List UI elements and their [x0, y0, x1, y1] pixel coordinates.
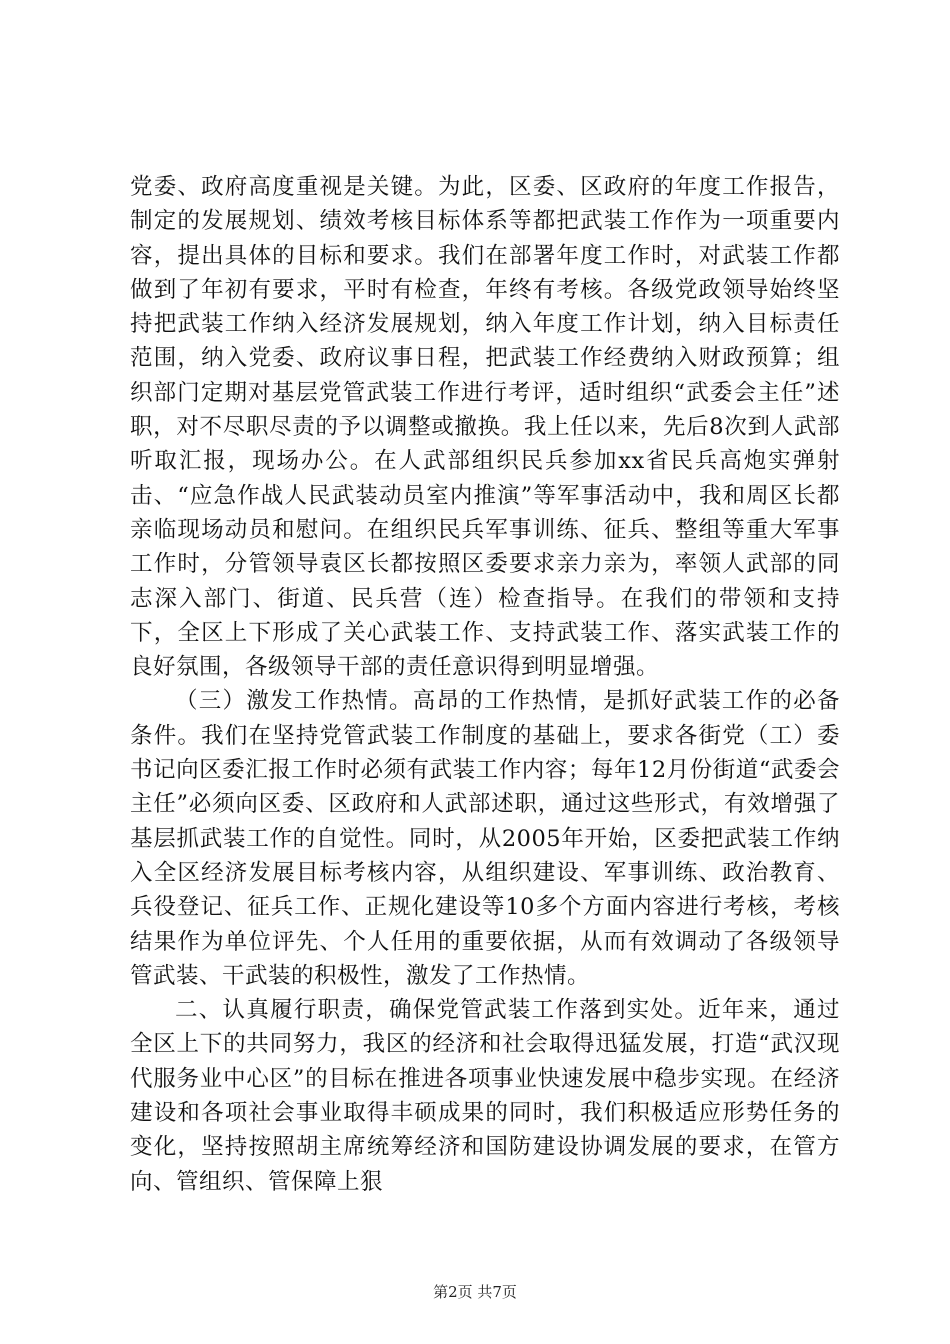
paragraph-section-two: 二、认真履行职责，确保党管武装工作落到实处。近年来，通过全区上下的共同努力，我区的经济和社会取得迅猛发展，打造“武汉现代服务业中心区”的目标在推进各项事业快速发展中稳步实现。在经济建设和各项社会事业取得丰硕成果的同时，我们积极适应形势任务的变化，坚持按照胡主席统筹经济和国防建设协调发展的要求，在管方向、管组织、管保障上狠: [130, 997, 840, 1195]
paragraph-section-three: （三）激发工作热情。高昂的工作热情，是抓好武装工作的必备条件。我们在坚持党管武装工作制度的基础上，要求各街党（工）委书记向区委汇报工作时必须有武装工作内容；每年12月份街道“武委会主任”必须向区委、区政府和人武部述职，通过这些形式，有效增强了基层抓武装工作的自觉性。同时，从2005年开始，区委把武装工作纳入全区经济发展目标考核内容，从组织建设、军事训练、政治教育、兵役登记、征兵工作、正规化建设等10多个方面内容进行考核，考核结果作为单位评先、个人任用的重要依据，从而有效调动了各级领导管武装、干武装的积极性，激发了工作热情。: [130, 688, 840, 989]
page-number-footer: 第2页 共7页: [433, 1283, 517, 1301]
paragraph-continuation: 党委、政府高度重视是关键。为此，区委、区政府的年度工作报告，制定的发展规划、绩效考核目标体系等都把武装工作作为一项重要内容，提出具体的目标和要求。我们在部署年度工作时，对武装工作都做到了年初有要求，平时有检查，年终有考核。各级党政领导始终坚持把武装工作纳入经济发展规划，纳入年度工作计划，纳入目标责任范围，纳入党委、政府议事日程，把武装工作经费纳入财政预算；组织部门定期对基层党管武装工作进行考评，适时组织“武委会主任”述职，对不尽职尽责的予以调整或撤换。我上任以来，先后8次到人武部听取汇报，现场办公。在人武部组织民兵参加xx省民兵高炮实弹射击、“应急作战人民武装动员室内推演”等军事活动中，我和周区长都亲临现场动员和慰问。在组织民兵军事训练、征兵、整组等重大军事工作时，分管领导袁区长都按照区委要求亲力亲为，率领人武部的同志深入部门、街道、民兵营（连）检查指导。在我们的带领和支持下，全区上下形成了关心武装工作、支持武装工作、落实武装工作的良好氛围，各级领导干部的责任意识得到明显增强。: [130, 174, 840, 681]
document-body: [130, 170, 840, 1199]
